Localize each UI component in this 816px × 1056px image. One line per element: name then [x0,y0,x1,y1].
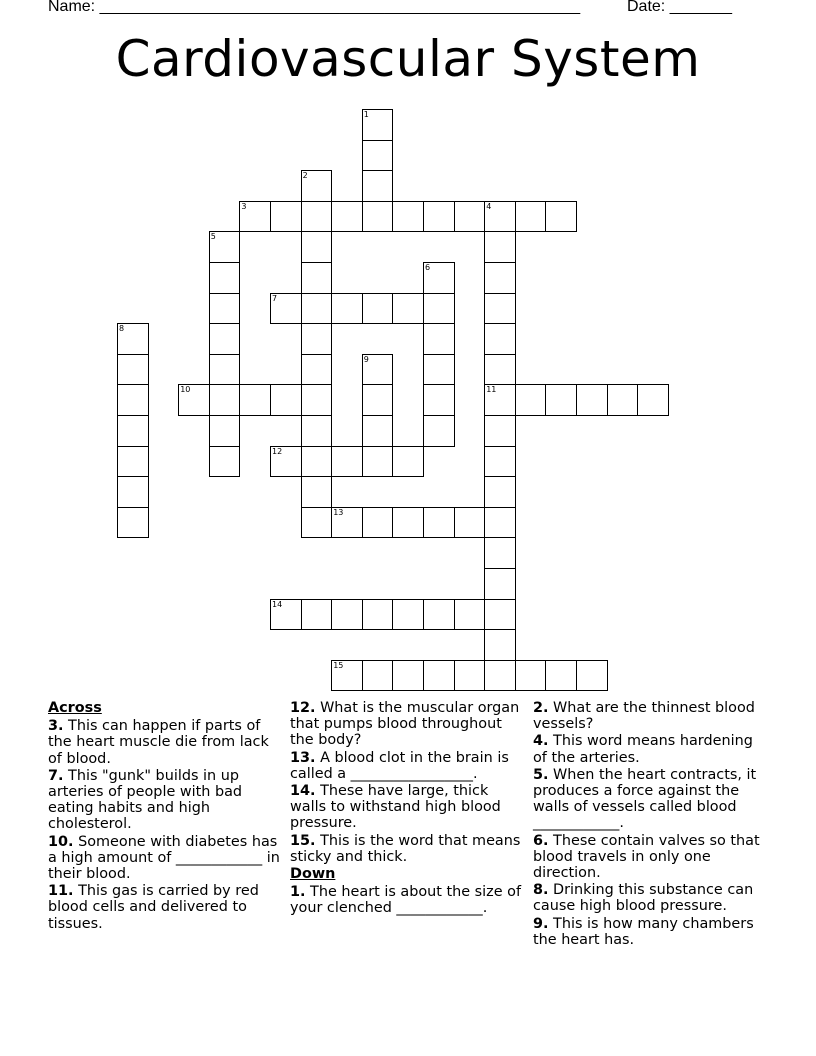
grid-cell[interactable] [331,599,363,631]
grid-cell[interactable] [209,293,241,325]
clue-number: 1. [290,884,306,901]
clue-number: 5. [533,766,549,783]
grid-cell[interactable] [301,201,333,233]
grid-cell[interactable] [484,384,516,416]
clue-number: 8 [119,324,125,334]
grid-cell[interactable] [423,507,455,539]
clue [533,767,765,832]
grid-cell[interactable] [362,599,394,631]
across-clue-list [48,718,280,932]
grid-cell[interactable] [117,446,149,478]
clues-column-1 [48,700,280,933]
clue-number: 10 [180,385,191,395]
grid-cell[interactable] [209,323,241,355]
clue-number: 15. [290,832,316,849]
grid-cell[interactable] [362,201,394,233]
grid-cell[interactable] [209,262,241,294]
clue [533,916,765,948]
grid-cell[interactable] [117,323,149,355]
grid-cell[interactable] [607,384,639,416]
grid-cell[interactable] [484,446,516,478]
grid-cell[interactable] [637,384,669,416]
across-clue-list-continued [290,700,522,865]
clue [48,768,280,833]
name-field-label: Name: ______________________________________________________ [48,0,581,15]
grid-cell[interactable] [392,446,424,478]
clue-number: 12 [272,446,283,456]
clue-number: 7. [48,767,64,784]
grid-cell[interactable] [484,201,516,233]
grid-cell[interactable] [301,354,333,386]
grid-cell[interactable] [301,415,333,447]
clue-text: What is the muscular organ that pumps blood throughout the body? [290,700,520,749]
grid-cell[interactable] [392,293,424,325]
grid-cell[interactable] [270,293,302,325]
grid-cell[interactable] [362,170,394,202]
grid-cell[interactable] [331,446,363,478]
grid-cell[interactable] [362,507,394,539]
grid-cell[interactable] [484,323,516,355]
grid-cell[interactable] [515,660,547,692]
grid-cell[interactable] [209,415,241,447]
clue-number: 9. [533,915,549,932]
grid-cell[interactable] [270,201,302,233]
grid-cell[interactable] [392,201,424,233]
grid-cell[interactable] [362,384,394,416]
grid-cell[interactable] [301,446,333,478]
clue-number: 4. [533,733,549,750]
grid-cell[interactable] [484,476,516,508]
down-heading: Down [290,866,336,883]
grid-cell[interactable] [270,446,302,478]
grid-cell[interactable] [301,170,333,202]
clue [533,700,765,732]
grid-cell[interactable] [270,599,302,631]
grid-cell[interactable] [362,660,394,692]
grid-cell[interactable] [117,507,149,539]
grid-cell[interactable] [117,384,149,416]
grid-cell[interactable] [454,599,486,631]
grid-cell[interactable] [362,415,394,447]
grid-cell[interactable] [239,201,271,233]
grid-cell[interactable] [515,384,547,416]
grid-cell[interactable] [301,293,333,325]
clue-number: 8. [533,882,549,899]
grid-cell[interactable] [423,415,455,447]
grid-cell[interactable] [331,507,363,539]
clue [290,783,522,832]
clue-text: This is how many chambers the heart has. [533,915,754,948]
grid-cell[interactable] [454,201,486,233]
grid-cell[interactable] [331,293,363,325]
down-clue-list-continued [533,700,765,948]
grid-cell[interactable] [362,446,394,478]
grid-cell[interactable] [423,262,455,294]
clue-text: What are the thinnest blood vessels? [533,700,755,733]
grid-cell[interactable] [484,262,516,294]
grid-cell[interactable] [301,507,333,539]
clue-number: 2. [533,700,549,716]
grid-cell[interactable] [117,476,149,508]
grid-cell[interactable] [331,201,363,233]
grid-cell[interactable] [362,293,394,325]
grid-cell[interactable] [423,354,455,386]
clue-number: 1 [363,110,369,119]
grid-cell[interactable] [484,415,516,447]
grid-cell[interactable] [484,231,516,263]
grid-cell[interactable] [301,384,333,416]
clue-text: This word means hardening of the arteries. [533,733,753,766]
grid-cell[interactable] [301,262,333,294]
grid-cell[interactable] [301,231,333,263]
grid-cell[interactable] [423,201,455,233]
clue-number: 11 [486,385,497,395]
clue-number: 15 [333,660,344,670]
grid-cell[interactable] [484,599,516,631]
clue-text: When the heart contracts, it produces a force against the walls of vessels called blood ____________. [533,766,757,832]
clue-number: 10. [48,833,74,850]
grid-cell[interactable] [484,293,516,325]
clue [290,833,522,865]
clue [290,700,522,749]
grid-cell[interactable] [423,293,455,325]
page-title: Cardiovascular System [115,30,701,88]
clue-number: 9 [363,354,369,364]
clue-number: 13 [333,507,344,517]
clue-text: The heart is about the size of your clenched ____________. [290,884,522,917]
clue-text: These contain valves so that blood travels in only one direction. [533,832,760,882]
clue-text: This is the word that means sticky and thick. [290,832,521,865]
grid-cell[interactable] [117,354,149,386]
grid-cell[interactable] [423,323,455,355]
grid-cell[interactable] [423,384,455,416]
clue-number: 5 [210,232,216,242]
grid-cell[interactable] [545,660,577,692]
grid-cell[interactable] [423,599,455,631]
clue [533,833,765,882]
grid-cell[interactable] [209,231,241,263]
grid-cell[interactable] [301,323,333,355]
grid-cell[interactable] [178,384,210,416]
grid-cell[interactable] [423,660,455,692]
clue-number: 12. [290,700,316,716]
clues-column-2 [290,700,522,918]
clue-number: 2 [302,171,308,181]
grid-cell[interactable] [362,354,394,386]
clues-column-3 [533,700,765,949]
clue-number: 7 [272,293,278,303]
grid-cell[interactable] [545,201,577,233]
grid-cell[interactable] [515,201,547,233]
grid-cell[interactable] [301,599,333,631]
grid-cell[interactable] [545,384,577,416]
clue-number: 11. [48,883,74,900]
clue [290,884,522,916]
clue [533,733,765,765]
grid-cell[interactable] [454,660,486,692]
grid-cell[interactable] [454,507,486,539]
grid-cell[interactable] [239,384,271,416]
grid-cell[interactable] [392,599,424,631]
clue-number: 14. [290,783,316,800]
clue [48,718,280,767]
clue-text: Drinking this substance can cause high blood pressure. [533,882,754,915]
grid-cell[interactable] [209,354,241,386]
clue-text: This can happen if parts of the heart muscle die from lack of blood. [48,718,269,767]
down-clue-list [290,884,522,916]
date-field-label: Date: _______ [627,0,732,15]
grid-cell[interactable] [484,507,516,539]
clue-text: These have large, thick walls to withstand high blood pressure. [290,783,501,832]
clue-text: This gas is carried by red blood cells and delivered to tissues. [48,883,259,932]
grid-cell[interactable] [270,384,302,416]
grid-cell[interactable] [209,446,241,478]
clue-number: 14 [272,599,283,609]
grid-cell[interactable] [484,660,516,692]
clue-number: 3 [241,201,247,211]
clue-text: This "gunk" builds in up arteries of people with bad eating habits and high cholesterol. [48,767,243,833]
clue-number: 3. [48,718,64,735]
grid-cell[interactable] [301,476,333,508]
grid-cell[interactable] [392,660,424,692]
grid-cell[interactable] [576,660,608,692]
grid-cell[interactable] [117,415,149,447]
grid-cell[interactable] [392,507,424,539]
clue [48,883,280,932]
clue [290,750,522,782]
grid-cell[interactable] [362,109,394,141]
across-heading: Across [48,700,102,716]
grid-cell[interactable] [484,354,516,386]
clue [533,882,765,914]
clue-text: A blood clot in the brain is called a _________________. [290,749,509,782]
clue-number: 6 [425,263,431,272]
clue-number: 4 [486,201,492,211]
grid-cell[interactable] [331,660,363,692]
grid-cell[interactable] [209,384,241,416]
clue-number: 6. [533,832,549,849]
grid-cell[interactable] [576,384,608,416]
grid-cell[interactable] [484,537,516,569]
grid-cell[interactable] [362,140,394,172]
grid-cell[interactable] [484,568,516,600]
grid-cell[interactable] [484,629,516,661]
clue-number: 13. [290,749,316,766]
clue-text: Someone with diabetes has a high amount of ____________ in their blood. [48,833,280,883]
clue [48,834,280,883]
